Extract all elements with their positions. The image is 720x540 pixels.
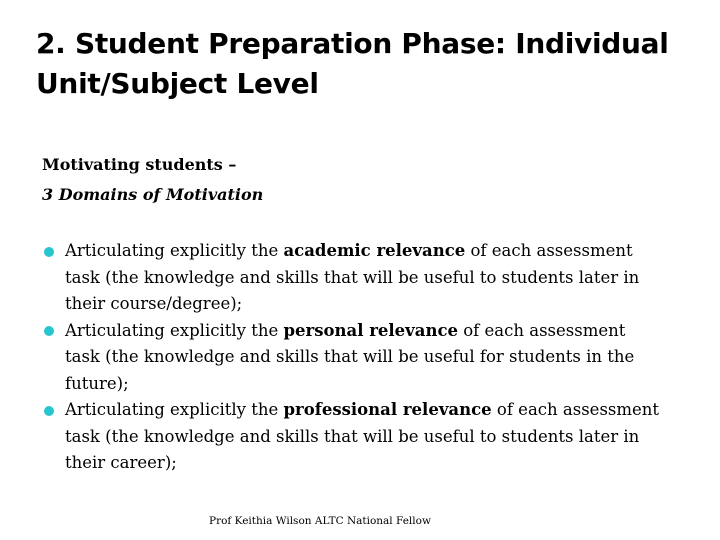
bullet-line: task (the knowledge and skills that will be useful for students in the — [65, 347, 635, 366]
slide-title-line-1: 2. Student Preparation Phase: Individual — [36, 27, 669, 60]
subheading-line-1: Motivating students – — [42, 155, 237, 174]
footer-text: Prof Keithia Wilson ALTC National Fellow — [209, 515, 431, 527]
bullet-line: task (the knowledge and skills that will be useful to students later in — [65, 426, 640, 446]
bullet-list — [42, 238, 682, 477]
bullet-emphasis: professional relevance — [283, 400, 492, 419]
slide-title — [36, 24, 696, 104]
bullet-suffix: of each assessment — [491, 400, 660, 419]
bullet-emphasis: academic relevance — [283, 241, 466, 260]
bullet-suffix: of each assessment — [457, 320, 626, 340]
bullet-text — [65, 397, 682, 477]
slide-title-line-2: Unit/Subject Level — [36, 67, 319, 100]
bullet-prefix: Articulating explicitly the — [65, 400, 284, 419]
bullet-suffix: of each assessment — [465, 241, 633, 260]
bullet-line: their course/degree); — [65, 294, 243, 313]
bullet-dot-icon — [44, 406, 54, 416]
bullet-line: task (the knowledge and skills that will be useful to students later in — [65, 267, 640, 287]
bullet-emphasis: personal relevance — [283, 320, 458, 340]
bullet-line: future); — [65, 373, 129, 393]
bullet-prefix: Articulating explicitly the — [65, 320, 284, 340]
bullet-line — [65, 397, 682, 424]
bullet-line — [65, 238, 682, 265]
subheading — [42, 150, 682, 210]
bullet-item-personal — [42, 318, 682, 398]
bullet-line — [65, 318, 682, 345]
bullet-dot-icon — [44, 326, 54, 336]
bullet-line: their career); — [65, 453, 177, 472]
subheading-line-2: 3 Domains of Motivation — [42, 185, 264, 204]
bullet-text — [65, 238, 682, 318]
bullet-prefix: Articulating explicitly the — [65, 241, 284, 260]
slide-footer — [0, 514, 720, 528]
bullet-text — [65, 318, 682, 398]
bullet-item-academic — [42, 238, 682, 318]
bullet-dot-icon — [44, 247, 54, 257]
bullet-item-professional — [42, 397, 682, 477]
